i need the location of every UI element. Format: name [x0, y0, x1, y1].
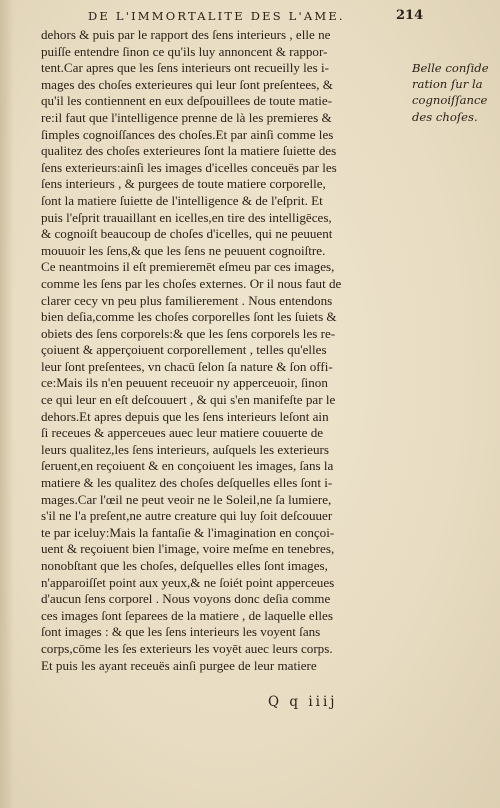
margin-note-line: cognoiſſance [412, 93, 488, 108]
text-line: & cognoiſt beaucoup de choſes d'icelles, qui ne peuuent [41, 226, 333, 242]
text-line: mages des choſes exterieures qui leur ſont preſentees, & [41, 76, 333, 92]
text-line: ſont images : & que les ſens interieurs les voyent ſans [41, 624, 321, 640]
text-line: obiets des ſens corporels:& que les ſens corporels les re- [41, 325, 336, 341]
text-line: ce:Mais ils n'en peuuent receuoir ny apperceuoir, ſinon [41, 375, 328, 391]
text-line: puiſſe entendre ſinon ce qu'ils luy annoncent & rappor- [41, 43, 328, 59]
margin-note [412, 60, 496, 125]
text-line: re:il faut que l'intelligence prenne de là les premieres & [41, 109, 332, 125]
text-line: tent.Car apres que les ſens interieurs ont recueilly les i- [41, 60, 329, 76]
text-line: ſont la matiere ſuiette de l'intelligence & de l'eſprit. Et [41, 192, 323, 208]
text-line: ſens interieurs , & purgees de toute matiere corporelle, [41, 176, 326, 192]
text-line: qualitez des choſes exterieures ſont la matiere ſuiette des [41, 143, 337, 159]
text-line: d'aucun ſens corporel . Nous voyons donc deſia comme [41, 591, 331, 607]
text-line: ſi receues & apperceues auec leur matiere couuerte de [41, 425, 324, 441]
margin-note-line: Belle conſide [412, 61, 489, 75]
text-line: ſens exterieurs:ainſi les images d'icelles conceuës par les [41, 159, 337, 175]
page-gutter-shadow [0, 0, 14, 808]
text-line: puis l'eſprit trauaillant en icelles,en tire des intelligēces, [41, 209, 332, 225]
signature-number: iiij [308, 694, 338, 710]
text-line: uent & reçoiuent bien l'image, voire meſme en tenebres, [41, 541, 335, 557]
text-line: comme les ſens par les choſes externes. Or il nous faut de [41, 275, 342, 291]
page-number: 214 [396, 8, 424, 23]
text-line: n'apparoiſſet point aux yeux,& ne ſoiét point apperceues [41, 574, 335, 590]
text-line: çoiuent & apperçoiuent corporellement , telles qu'elles [41, 342, 327, 358]
text-line: ces images ſont ſeparees de la matiere , de laquelle elles [41, 607, 333, 623]
text-line: corps,cōme les ſes exterieurs les voyēt auec leurs corps. [41, 640, 333, 656]
margin-note-line: des choſes. [412, 109, 478, 124]
text-line: Et puis les ayant receuës ainſi purgee de leur matiere [41, 657, 317, 673]
text-line: leur ſont preſentees, vn chacū ſelon ſa nature & ſon offi- [41, 358, 333, 374]
running-head: DE L'IMMORTALITE DES L'AME. [88, 9, 345, 23]
text-line: dehors & puis par le rapport des ſens interieurs , elle ne [41, 27, 331, 42]
text-line: mages.Car l'œil ne peut veoir ne le Soleil,ne ſa lumiere, [41, 491, 332, 507]
text-line: mouuoir les ſens,& que les ſens ne peuuent cognoiſtre. [41, 242, 326, 258]
text-line: ſeruent,en reçoiuent & en conçoiuent les images, ſans la [41, 458, 334, 474]
text-line: matiere & les qualitez des choſes deſquelles elles ſont i- [41, 475, 333, 491]
signature-letters: Q q [268, 694, 302, 710]
text-line: ce qui leur en eſt deſcouuert , & qui s'en manifeſte par le [41, 392, 336, 408]
text-line: dehors.Et apres depuis que les ſens interieurs leſont ain [41, 408, 329, 424]
text-line: ſimples cognoiſſances des choſes.Et par ainſi comme les [41, 126, 334, 142]
text-line: nonobſtant que les choſes, deſquelles elles ſont images, [41, 558, 328, 573]
body-text [41, 27, 406, 674]
signature-mark [268, 694, 337, 710]
text-line: qu'il les contiennent en eux deſpouillees de toute matie- [41, 93, 333, 109]
text-line: s'il ne l'a preſent,ne autre creature qui luy ſoit deſcouuer [41, 508, 333, 524]
text-line: clarer cecy vn peu plus familierement . Nous entendons [41, 292, 333, 308]
text-line: te par iceluy:Mais la fantaſie & l'imagination en conçoi- [41, 524, 335, 540]
text-line: Ce neantmoins il eſt premieremēt eſmeu par ces images, [41, 259, 335, 275]
text-line: bien deſia,comme les choſes corporelles ſont les ſuiets & [41, 309, 337, 325]
margin-note-line: ration ſur la [412, 77, 483, 92]
text-line: leurs qualitez,les ſens interieurs, auſquels les exterieurs [41, 441, 329, 457]
